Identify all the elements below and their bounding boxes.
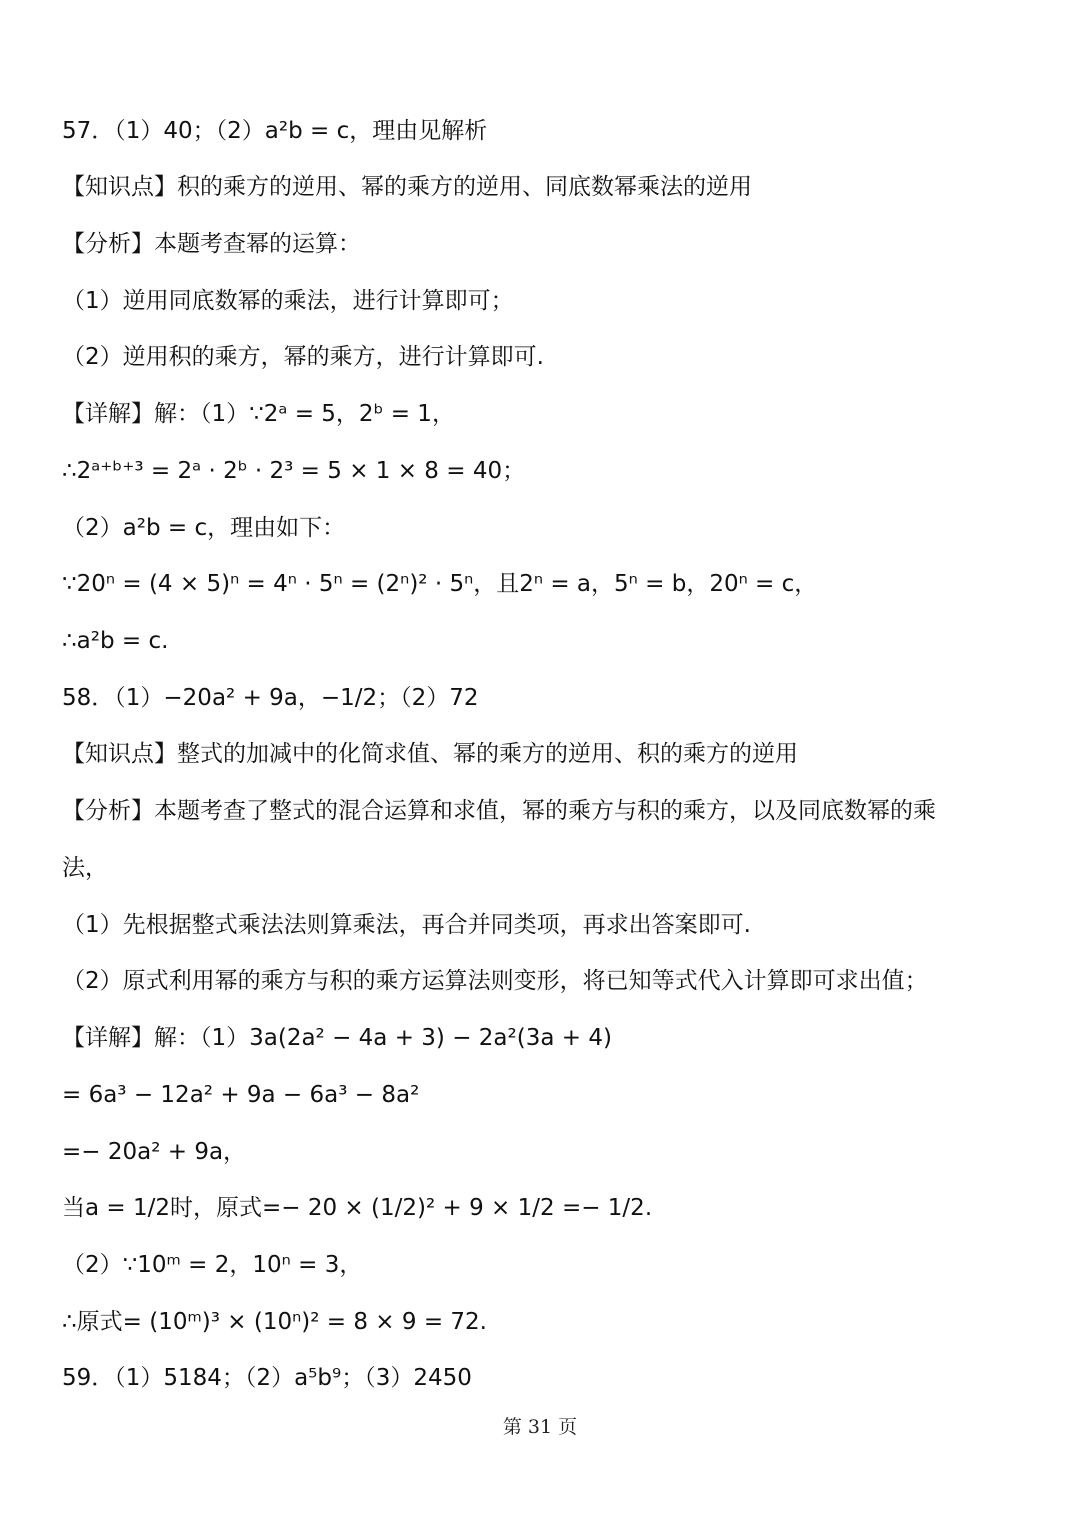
analysis-57-step-1: （1）逆用同底数幂的乘法，进行计算即可；: [62, 288, 514, 314]
knowledge-point-58: 【知识点】整式的加减中的化简求值、幂的乘方的逆用、积的乘方的逆用: [62, 741, 798, 767]
solution-57-line-4: ∵20ⁿ = (4 × 5)ⁿ = 4ⁿ · 5ⁿ = (2ⁿ)² · 5ⁿ，且2ⁿ = a，5ⁿ = b，20ⁿ = c，: [62, 571, 818, 597]
answer-57: 57．（1）40；（2）a²b = c，理由见解析: [62, 118, 488, 144]
solution-58-line-1: 【详解】解：（1）3a(2a² − 4a + 3) − 2a²(3a + 4): [62, 1025, 612, 1051]
knowledge-point-57: 【知识点】积的乘方的逆用、幂的乘方的逆用、同底数幂乘法的逆用: [62, 174, 752, 200]
analysis-57-step-2: （2）逆用积的乘方，幂的乘方，进行计算即可.: [62, 344, 544, 370]
solution-57-line-3: （2）a²b = c，理由如下：: [62, 515, 346, 541]
analysis-58-step-1: （1）先根据整式乘法法则算乘法，再合并同类项，再求出答案即可.: [62, 912, 751, 938]
analysis-58: 【分析】本题考查了整式的混合运算和求值，幂的乘方与积的乘方，以及同底数幂的乘: [62, 798, 936, 824]
answer-58: 58．（1）−20a² + 9a，−1/2；（2）72: [62, 685, 479, 711]
solution-57-line-5: ∴a²b = c.: [62, 628, 169, 654]
solution-57-line-2: ∴2ᵃ⁺ᵇ⁺³ = 2ᵃ · 2ᵇ · 2³ = 5 × 1 × 8 = 40；: [62, 458, 526, 484]
solution-58-line-4: 当a = 1/2时，原式=− 20 × (1/2)² + 9 × 1/2 =− 1/2.: [62, 1195, 653, 1221]
page-number: 第 31 页: [502, 1416, 578, 1438]
solution-57-line-1: 【详解】解：（1）∵2ᵃ = 5，2ᵇ = 1，: [62, 401, 455, 427]
analysis-57: 【分析】本题考查幂的运算：: [62, 231, 361, 257]
analysis-58-step-2: （2）原式利用幂的乘方与积的乘方运算法则变形，将已知等式代入计算即可求出值；: [62, 968, 928, 994]
solution-58-line-3: =− 20a² + 9a，: [62, 1139, 247, 1165]
analysis-58-cont: 法，: [62, 855, 108, 881]
solution-58-line-5: （2）∵10ᵐ = 2，10ⁿ = 3，: [62, 1252, 363, 1278]
answer-59: 59．（1）5184；（2）a⁵b⁹；（3）2450: [62, 1365, 472, 1391]
solution-58-line-2: = 6a³ − 12a² + 9a − 6a³ − 8a²: [62, 1082, 420, 1108]
solution-58-line-6: ∴原式= (10ᵐ)³ × (10ⁿ)² = 8 × 9 = 72.: [62, 1309, 487, 1335]
